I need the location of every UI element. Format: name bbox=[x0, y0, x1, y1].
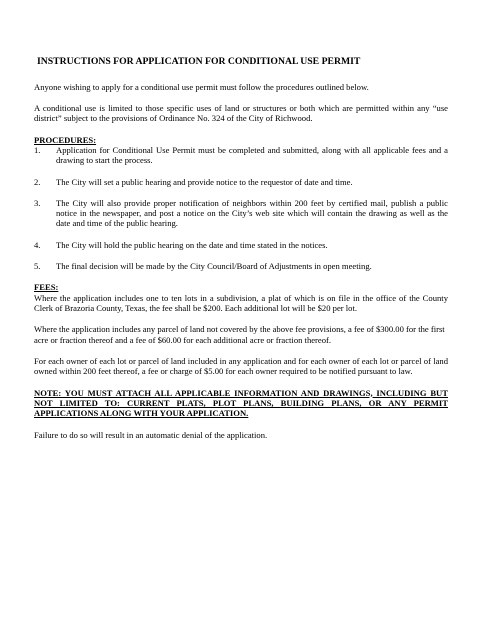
procedure-number: 2. bbox=[34, 176, 41, 187]
procedure-item bbox=[34, 198, 448, 229]
fees-lots-paragraph: Where the application includes one to ten lots in a subdivision, a plat of which is on file in the office of the County Clerk of Brazoria County, Texas, the fee shall be $200. Each additional lot will be $20 per lot. bbox=[34, 292, 448, 314]
document-page bbox=[34, 56, 448, 451]
fees-heading: FEES: bbox=[34, 282, 59, 293]
procedure-item bbox=[34, 261, 448, 271]
procedure-number: 1. bbox=[34, 144, 41, 155]
procedures-list bbox=[34, 145, 448, 272]
failure-warning: Failure to do so will result in an automatic denial of the application. bbox=[34, 429, 268, 440]
procedure-item bbox=[34, 177, 448, 187]
procedure-item bbox=[34, 145, 448, 166]
definition-paragraph: A conditional use is limited to those specific uses of land or structures or both which are permitted within any “use district” subject to the provisions of Ordinance No. 324 of the City of Richwood. bbox=[34, 102, 448, 124]
procedure-text: The City will set a public hearing and provide notice to the requestor of date and time. bbox=[56, 176, 353, 187]
procedures-heading: PROCEDURES: bbox=[34, 134, 97, 145]
document-title: INSTRUCTIONS FOR APPLICATION FOR CONDITIONAL USE PERMIT bbox=[37, 56, 361, 67]
procedure-text: Application for Conditional Use Permit must be completed and submitted, along with all applicable fees and a drawing to start the process. bbox=[56, 144, 448, 166]
procedure-text: The final decision will be made by the City Council/Board of Adjustments in open meeting. bbox=[56, 261, 372, 272]
intro-paragraph: Anyone wishing to apply for a conditional use permit must follow the procedures outlined below. bbox=[34, 81, 369, 92]
fees-section bbox=[34, 282, 448, 313]
procedure-number: 4. bbox=[34, 239, 41, 250]
procedure-number: 3. bbox=[34, 197, 41, 208]
fees-acreage-paragraph: Where the application includes any parcel of land not covered by the above fee provisions, a fee of $300.00 for the first acre or fraction thereof and a fee of $60.00 for each additional acre or fraction thereof. bbox=[34, 324, 445, 345]
procedure-text: The City will also provide proper notification of neighbors within 200 feet by certified mail, publish a public notice in the newspaper, and post a notice on the City’s web site which will contain the drawing as well as the date and time of the public hearing. bbox=[56, 197, 448, 229]
procedure-item bbox=[34, 240, 448, 250]
procedure-text: The City will hold the public hearing on the date and time stated in the notices. bbox=[56, 239, 328, 250]
procedure-number: 5. bbox=[34, 261, 41, 272]
fees-owner-paragraph: For each owner of each lot or parcel of land included in any application and for each owner of each lot or parcel of land owned within 200 feet thereof, a fee or charge of $5.00 for each owner required to be notified pursuant to law. bbox=[34, 355, 448, 377]
attachment-note: NOTE: YOU MUST ATTACH ALL APPLICABLE INFORMATION AND DRAWINGS, INCLUDING BUT NOT LIMITED TO: CURRENT PLATS, PLOT PLANS, BUILDING PLANS, OR ANY PERMIT APPLICATIONS ALONG WITH YOUR APPLICATION. bbox=[34, 387, 448, 419]
